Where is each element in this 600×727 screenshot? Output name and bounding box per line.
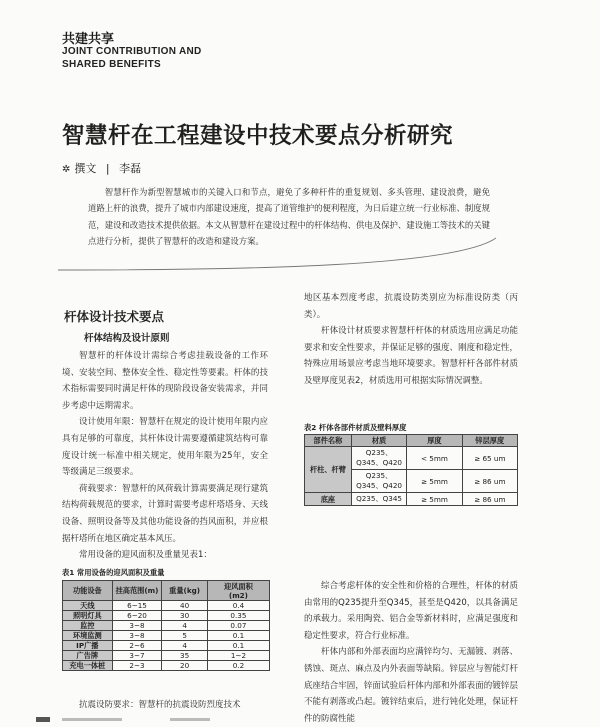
table-cell: 3~8: [112, 631, 162, 641]
table1-caption: 表1 常用设备的迎风面积及重量: [62, 568, 165, 577]
table-cell: 35: [162, 651, 208, 661]
table-cell: ≥ 86 um: [462, 493, 517, 506]
table-cell: ≥ 5mm: [407, 470, 462, 493]
table-header-cell: 迎风面积 (m2): [207, 581, 269, 601]
table-cell: 3~8: [112, 621, 162, 631]
table-cell: 0.2: [207, 661, 269, 671]
table-cell: ≥ 86 um: [462, 470, 517, 493]
subheading-pole-structure: 杆体结构及设计原则: [84, 333, 170, 344]
sparkle-icon: ✲: [62, 164, 71, 175]
table-cell: < 5mm: [407, 447, 462, 470]
table-cell: 5: [162, 631, 208, 641]
table-row: [63, 661, 270, 671]
paragraph: 杆体设计材质要求智慧杆杆体的材质选用应满足功能要求和安全性要求，并保证足够的强度、刚度和稳定性，特殊应用场景应考虑当地环境要求。智慧杆杆各部件材质及壁厚度见表2，材质选用可根据实际情况调整。: [304, 326, 518, 386]
table-cell: 1~2: [207, 651, 269, 661]
table-cell: 0.07: [207, 621, 269, 631]
paragraph: 综合考虑杆体的安全性和价格的合理性，杆体的材质由常用的Q235提升至Q345，甚至是Q420，以具备满足的承载力。采用陶瓷、铝合金等新材料时，应满足强度和稳定性要求，符合行业标准。: [304, 581, 518, 641]
table-cell: ≥ 65 um: [462, 447, 517, 470]
section-title-cn: 共建共享: [62, 32, 115, 47]
page-footer-strip: [0, 713, 600, 722]
table-cell: 天线: [63, 601, 113, 611]
table-cell: 6~20: [112, 611, 162, 621]
byline: [62, 160, 141, 176]
author-name: 李磊: [119, 162, 142, 175]
table-row: [63, 631, 270, 641]
article-title: 智慧杆在工程建设中技术要点分析研究: [62, 123, 454, 149]
table-cell: 6~15: [112, 601, 162, 611]
table-cell: ≥ 5mm: [407, 493, 462, 506]
paragraph: 荷载要求：智慧杆的风荷载计算需要满足现行建筑结构荷载规范的要求，计算时需要考虑杆塔塔身、天线设备、照明设备等及其他功能设备的挡风面积，并应根据杆塔所在地区确定基本风压。: [62, 483, 268, 544]
table-cell: 2~3: [112, 661, 162, 671]
table-cell: 环境监测: [63, 631, 113, 641]
table-header-cell: 材质: [351, 435, 406, 447]
section-title-en-line1: JOINT CONTRIBUTION AND: [62, 46, 202, 57]
table-cell: 40: [162, 601, 208, 611]
abstract-text: 智慧杆作为新型智慧城市的关键入口和节点，避免了多种杆件的重复规划、多头管理、建设浪费，避免道路上杆的浪费，提升了城市内部建设速度，提高了道管维护的便利程度，为日后建立统一行业标准、制度规范，建设和改造技术提供依据。本文从智慧杆在建设过程中的杆体结构、供电及保护、建设施工等技术的关键点进行分析，提供了智慧杆的改造和建设方案。: [88, 187, 490, 247]
section-heading-pole-design: 杆体设计技术要点: [64, 309, 165, 324]
table-cell: 0.1: [207, 631, 269, 641]
table-row: [305, 493, 518, 506]
table-component-materials: [304, 434, 518, 506]
table-cell: 4: [162, 641, 208, 651]
table-cell: 监控: [63, 621, 113, 631]
table-cell: Q235、Q345、Q420: [351, 447, 406, 470]
paragraph: 抗震设防要求：智慧杆的抗震设防烈度技术: [79, 700, 241, 710]
table-cell: IP广播: [63, 641, 113, 651]
table-cell: 20: [162, 661, 208, 671]
table-equipment-wind-area: [62, 580, 270, 671]
table-row: [63, 621, 270, 631]
decorative-curve: [56, 236, 506, 276]
left-column-tail: [62, 697, 268, 714]
table-header-cell: 部件名称: [305, 435, 352, 447]
right-column-body-top: [304, 290, 518, 390]
byline-separator: |: [105, 162, 110, 175]
table-header-row: [63, 581, 270, 601]
table-row: [305, 447, 518, 470]
byline-label: 撰文: [74, 162, 97, 175]
paragraph: 智慧杆的杆体设计需综合考虑挂载设备的工作环境、安装空间、整体安全性、稳定性等要素。杆体的技术指标需要同时满足杆体的现阶段设备安装需求，并同步考虑中远期需求。: [62, 351, 268, 411]
table-cell: 0.4: [207, 601, 269, 611]
table-header-cell: 功能设备: [63, 581, 113, 601]
table-row: [63, 601, 270, 611]
section-title-en-line2: SHARED BENEFITS: [62, 59, 161, 70]
right-column-body-bottom: [304, 578, 518, 727]
paragraph: 杆体内部和外部表面均应满锌均匀、无漏镀、剥落、锈蚀、斑点、麻点及内外表面等缺陷。锌层应与智能灯杆底座结合牢固，锌面试验后杆体内部和外部表面的镀锌层不能有剥落或凸起。镀锌结束后，进行钝化处理，保证杆件的防腐性能: [304, 647, 518, 724]
table-row: [63, 641, 270, 651]
table-cell: 充电一体桩: [63, 661, 113, 671]
table-row: [63, 651, 270, 661]
table-header-row: [305, 435, 518, 447]
table-cell: 照明灯具: [63, 611, 113, 621]
paragraph: 设计使用年限：智慧杆在规定的设计使用年限内应具有足够的可靠度，其杆体设计需要遵循建筑结构可靠度设计统一标准中相关规定，使用年限为25年，安全等级满足三级要求。: [62, 417, 268, 478]
table-cell: 3~7: [112, 651, 162, 661]
table-header-cell: 厚度: [407, 435, 462, 447]
table-cell: 2~6: [112, 641, 162, 651]
table-cell: 4: [162, 621, 208, 631]
table-header-cell: 锌层厚度: [462, 435, 517, 447]
table-cell: Q235、Q345、Q420: [351, 470, 406, 493]
left-column-body: [62, 348, 268, 564]
paragraph: 地区基本烈度考虑，抗震设防类别应为标准设防类（丙类）。: [304, 293, 518, 320]
table2-caption: 表2 杆体各部件材质及壁料厚度: [304, 423, 407, 432]
table-cell: Q235、Q345: [351, 493, 406, 506]
table-header-cell: 重量(kg): [162, 581, 208, 601]
table-cell: 0.1: [207, 641, 269, 651]
table-header-cell: 挂高范围(m): [112, 581, 162, 601]
table-cell: 广告牌: [63, 651, 113, 661]
table-row: [63, 611, 270, 621]
table-cell: 杆柱、杆臂: [305, 447, 352, 493]
table-cell: 0.35: [207, 611, 269, 621]
paragraph: 常用设备的迎风面积及重量见表1：: [79, 550, 212, 561]
table-cell: 30: [162, 611, 208, 621]
table-cell: 底座: [305, 493, 352, 506]
